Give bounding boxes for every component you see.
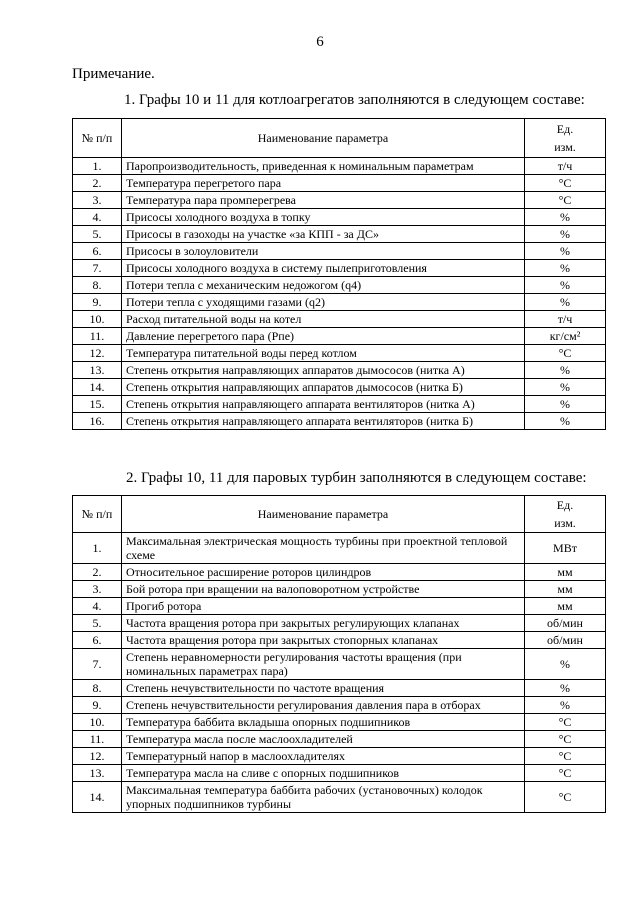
header-unit-line1: Ед. xyxy=(556,122,574,136)
row-unit: кг/см² xyxy=(525,328,606,345)
row-unit: °С xyxy=(525,782,606,813)
row-num: 7. xyxy=(73,649,122,680)
row-unit: % xyxy=(525,413,606,430)
row-unit: % xyxy=(525,396,606,413)
row-unit: % xyxy=(525,379,606,396)
row-unit: °С xyxy=(525,175,606,192)
row-num: 16. xyxy=(73,413,122,430)
row-num: 4. xyxy=(73,598,122,615)
row-name: Частота вращения ротора при закрытых регулирующих клапанах xyxy=(122,615,525,632)
row-name: Потери тепла с механическим недожогом (q4) xyxy=(122,277,525,294)
header-name: Наименование параметра xyxy=(122,496,525,533)
row-name: Прогиб ротора xyxy=(122,598,525,615)
row-num: 10. xyxy=(73,311,122,328)
row-unit: % xyxy=(525,697,606,714)
row-unit: % xyxy=(525,243,606,260)
row-name: Степень открытия направляющего аппарата вентиляторов (нитка Б) xyxy=(122,413,525,430)
table-row xyxy=(73,680,606,697)
row-unit: °С xyxy=(525,714,606,731)
row-unit: °С xyxy=(525,192,606,209)
row-unit: % xyxy=(525,209,606,226)
turbine-parameters-table xyxy=(72,495,606,813)
row-name: Температура баббита вкладыша опорных подшипников xyxy=(122,714,525,731)
row-num: 12. xyxy=(73,748,122,765)
row-num: 5. xyxy=(73,226,122,243)
row-name: Присосы в газоходы на участке «за КПП - за ДС» xyxy=(122,226,525,243)
row-name: Максимальная электрическая мощность турбины при проектной тепловой схеме xyxy=(122,533,525,564)
row-num: 6. xyxy=(73,243,122,260)
row-num: 7. xyxy=(73,260,122,277)
row-num: 9. xyxy=(73,697,122,714)
row-unit: % xyxy=(525,226,606,243)
row-name: Расход питательной воды на котел xyxy=(122,311,525,328)
row-unit: % xyxy=(525,277,606,294)
row-name: Присосы холодного воздуха в топку xyxy=(122,209,525,226)
row-num: 14. xyxy=(73,379,122,396)
table-row xyxy=(73,277,606,294)
header-unit xyxy=(525,496,606,533)
boiler-parameters-table xyxy=(72,118,606,430)
row-num: 8. xyxy=(73,680,122,697)
row-num: 9. xyxy=(73,294,122,311)
row-unit: °С xyxy=(525,748,606,765)
row-num: 5. xyxy=(73,615,122,632)
header-unit xyxy=(525,119,606,158)
table-row xyxy=(73,413,606,430)
row-num: 13. xyxy=(73,362,122,379)
row-name: Температура масла после маслоохладителей xyxy=(122,731,525,748)
table-row xyxy=(73,379,606,396)
table-row xyxy=(73,260,606,277)
row-unit: МВт xyxy=(525,533,606,564)
row-num: 12. xyxy=(73,345,122,362)
row-name: Температура перегретого пара xyxy=(122,175,525,192)
row-name: Частота вращения ротора при закрытых стопорных клапанах xyxy=(122,632,525,649)
table-row xyxy=(73,748,606,765)
table-header-row xyxy=(73,496,606,533)
table-row xyxy=(73,598,606,615)
row-num: 11. xyxy=(73,731,122,748)
table-row xyxy=(73,564,606,581)
row-name: Максимальная температура баббита рабочих (установочных) колодок упорных подшипников турбины xyxy=(122,782,525,813)
table-row xyxy=(73,328,606,345)
row-unit: т/ч xyxy=(525,158,606,175)
row-name: Степень нечувствительности регулирования давления пара в отборах xyxy=(122,697,525,714)
row-num: 2. xyxy=(73,564,122,581)
row-num: 8. xyxy=(73,277,122,294)
row-unit: % xyxy=(525,260,606,277)
table-row xyxy=(73,396,606,413)
row-num: 2. xyxy=(73,175,122,192)
section2-title: 2. Графы 10, 11 для паровых турбин заполняются в следующем составе: xyxy=(126,470,587,486)
row-unit: °С xyxy=(525,765,606,782)
row-name: Температура питательной воды перед котлом xyxy=(122,345,525,362)
row-name: Степень открытия направляющего аппарата вентиляторов (нитка А) xyxy=(122,396,525,413)
table-row xyxy=(73,158,606,175)
row-unit: т/ч xyxy=(525,311,606,328)
row-num: 14. xyxy=(73,782,122,813)
row-num: 13. xyxy=(73,765,122,782)
row-unit: мм xyxy=(525,564,606,581)
table-row xyxy=(73,533,606,564)
row-unit: % xyxy=(525,294,606,311)
row-name: Паропроизводительность, приведенная к номинальным параметрам xyxy=(122,158,525,175)
table-row xyxy=(73,714,606,731)
row-name: Температура пара промперегрева xyxy=(122,192,525,209)
row-name: Присосы в золоуловители xyxy=(122,243,525,260)
row-num: 3. xyxy=(73,581,122,598)
header-name: Наименование параметра xyxy=(122,119,525,158)
row-num: 1. xyxy=(73,533,122,564)
table-row xyxy=(73,294,606,311)
row-name: Потери тепла с уходящими газами (q2) xyxy=(122,294,525,311)
table-header-row xyxy=(73,119,606,158)
table-row xyxy=(73,765,606,782)
row-name: Степень открытия направляющих аппаратов дымососов (нитка Б) xyxy=(122,379,525,396)
table-row xyxy=(73,697,606,714)
section1-title: 1. Графы 10 и 11 для котлоагрегатов заполняются в следующем составе: xyxy=(124,92,585,108)
row-name: Степень открытия направляющих аппаратов дымососов (нитка А) xyxy=(122,362,525,379)
table-row xyxy=(73,243,606,260)
table-row xyxy=(73,175,606,192)
table-row xyxy=(73,311,606,328)
row-num: 6. xyxy=(73,632,122,649)
row-unit: мм xyxy=(525,598,606,615)
row-unit: % xyxy=(525,680,606,697)
row-num: 11. xyxy=(73,328,122,345)
row-unit: °С xyxy=(525,345,606,362)
page-number: 6 xyxy=(316,34,324,50)
table-row xyxy=(73,632,606,649)
header-num: № п/п xyxy=(73,119,122,158)
row-num: 10. xyxy=(73,714,122,731)
table-row xyxy=(73,649,606,680)
row-unit: % xyxy=(525,362,606,379)
row-num: 3. xyxy=(73,192,122,209)
row-unit: об/мин xyxy=(525,632,606,649)
row-name: Бой ротора при вращении на валоповоротном устройстве xyxy=(122,581,525,598)
row-name: Присосы холодного воздуха в систему пылеприготовления xyxy=(122,260,525,277)
header-unit-line2: изм. xyxy=(554,140,576,154)
table-row xyxy=(73,581,606,598)
table-row xyxy=(73,209,606,226)
row-num: 15. xyxy=(73,396,122,413)
row-name: Степень неравномерности регулирования частоты вращения (при номинальных параметрах пара) xyxy=(122,649,525,680)
row-name: Температурный напор в маслоохладителях xyxy=(122,748,525,765)
row-num: 4. xyxy=(73,209,122,226)
header-unit-line1: Ед. xyxy=(556,498,574,512)
header-num: № п/п xyxy=(73,496,122,533)
table-row xyxy=(73,362,606,379)
table-row xyxy=(73,345,606,362)
table-row xyxy=(73,731,606,748)
header-unit-line2: изм. xyxy=(554,516,576,530)
table-row xyxy=(73,192,606,209)
row-name: Температура масла на сливе с опорных подшипников xyxy=(122,765,525,782)
row-unit: °С xyxy=(525,731,606,748)
table-row xyxy=(73,615,606,632)
row-name: Относительное расширение роторов цилиндров xyxy=(122,564,525,581)
row-num: 1. xyxy=(73,158,122,175)
note-label: Примечание. xyxy=(72,66,155,82)
table-row xyxy=(73,782,606,813)
row-unit: мм xyxy=(525,581,606,598)
row-name: Давление перегретого пара (Рпе) xyxy=(122,328,525,345)
row-unit: об/мин xyxy=(525,615,606,632)
row-unit: % xyxy=(525,649,606,680)
table-row xyxy=(73,226,606,243)
row-name: Степень нечувствительности по частоте вращения xyxy=(122,680,525,697)
